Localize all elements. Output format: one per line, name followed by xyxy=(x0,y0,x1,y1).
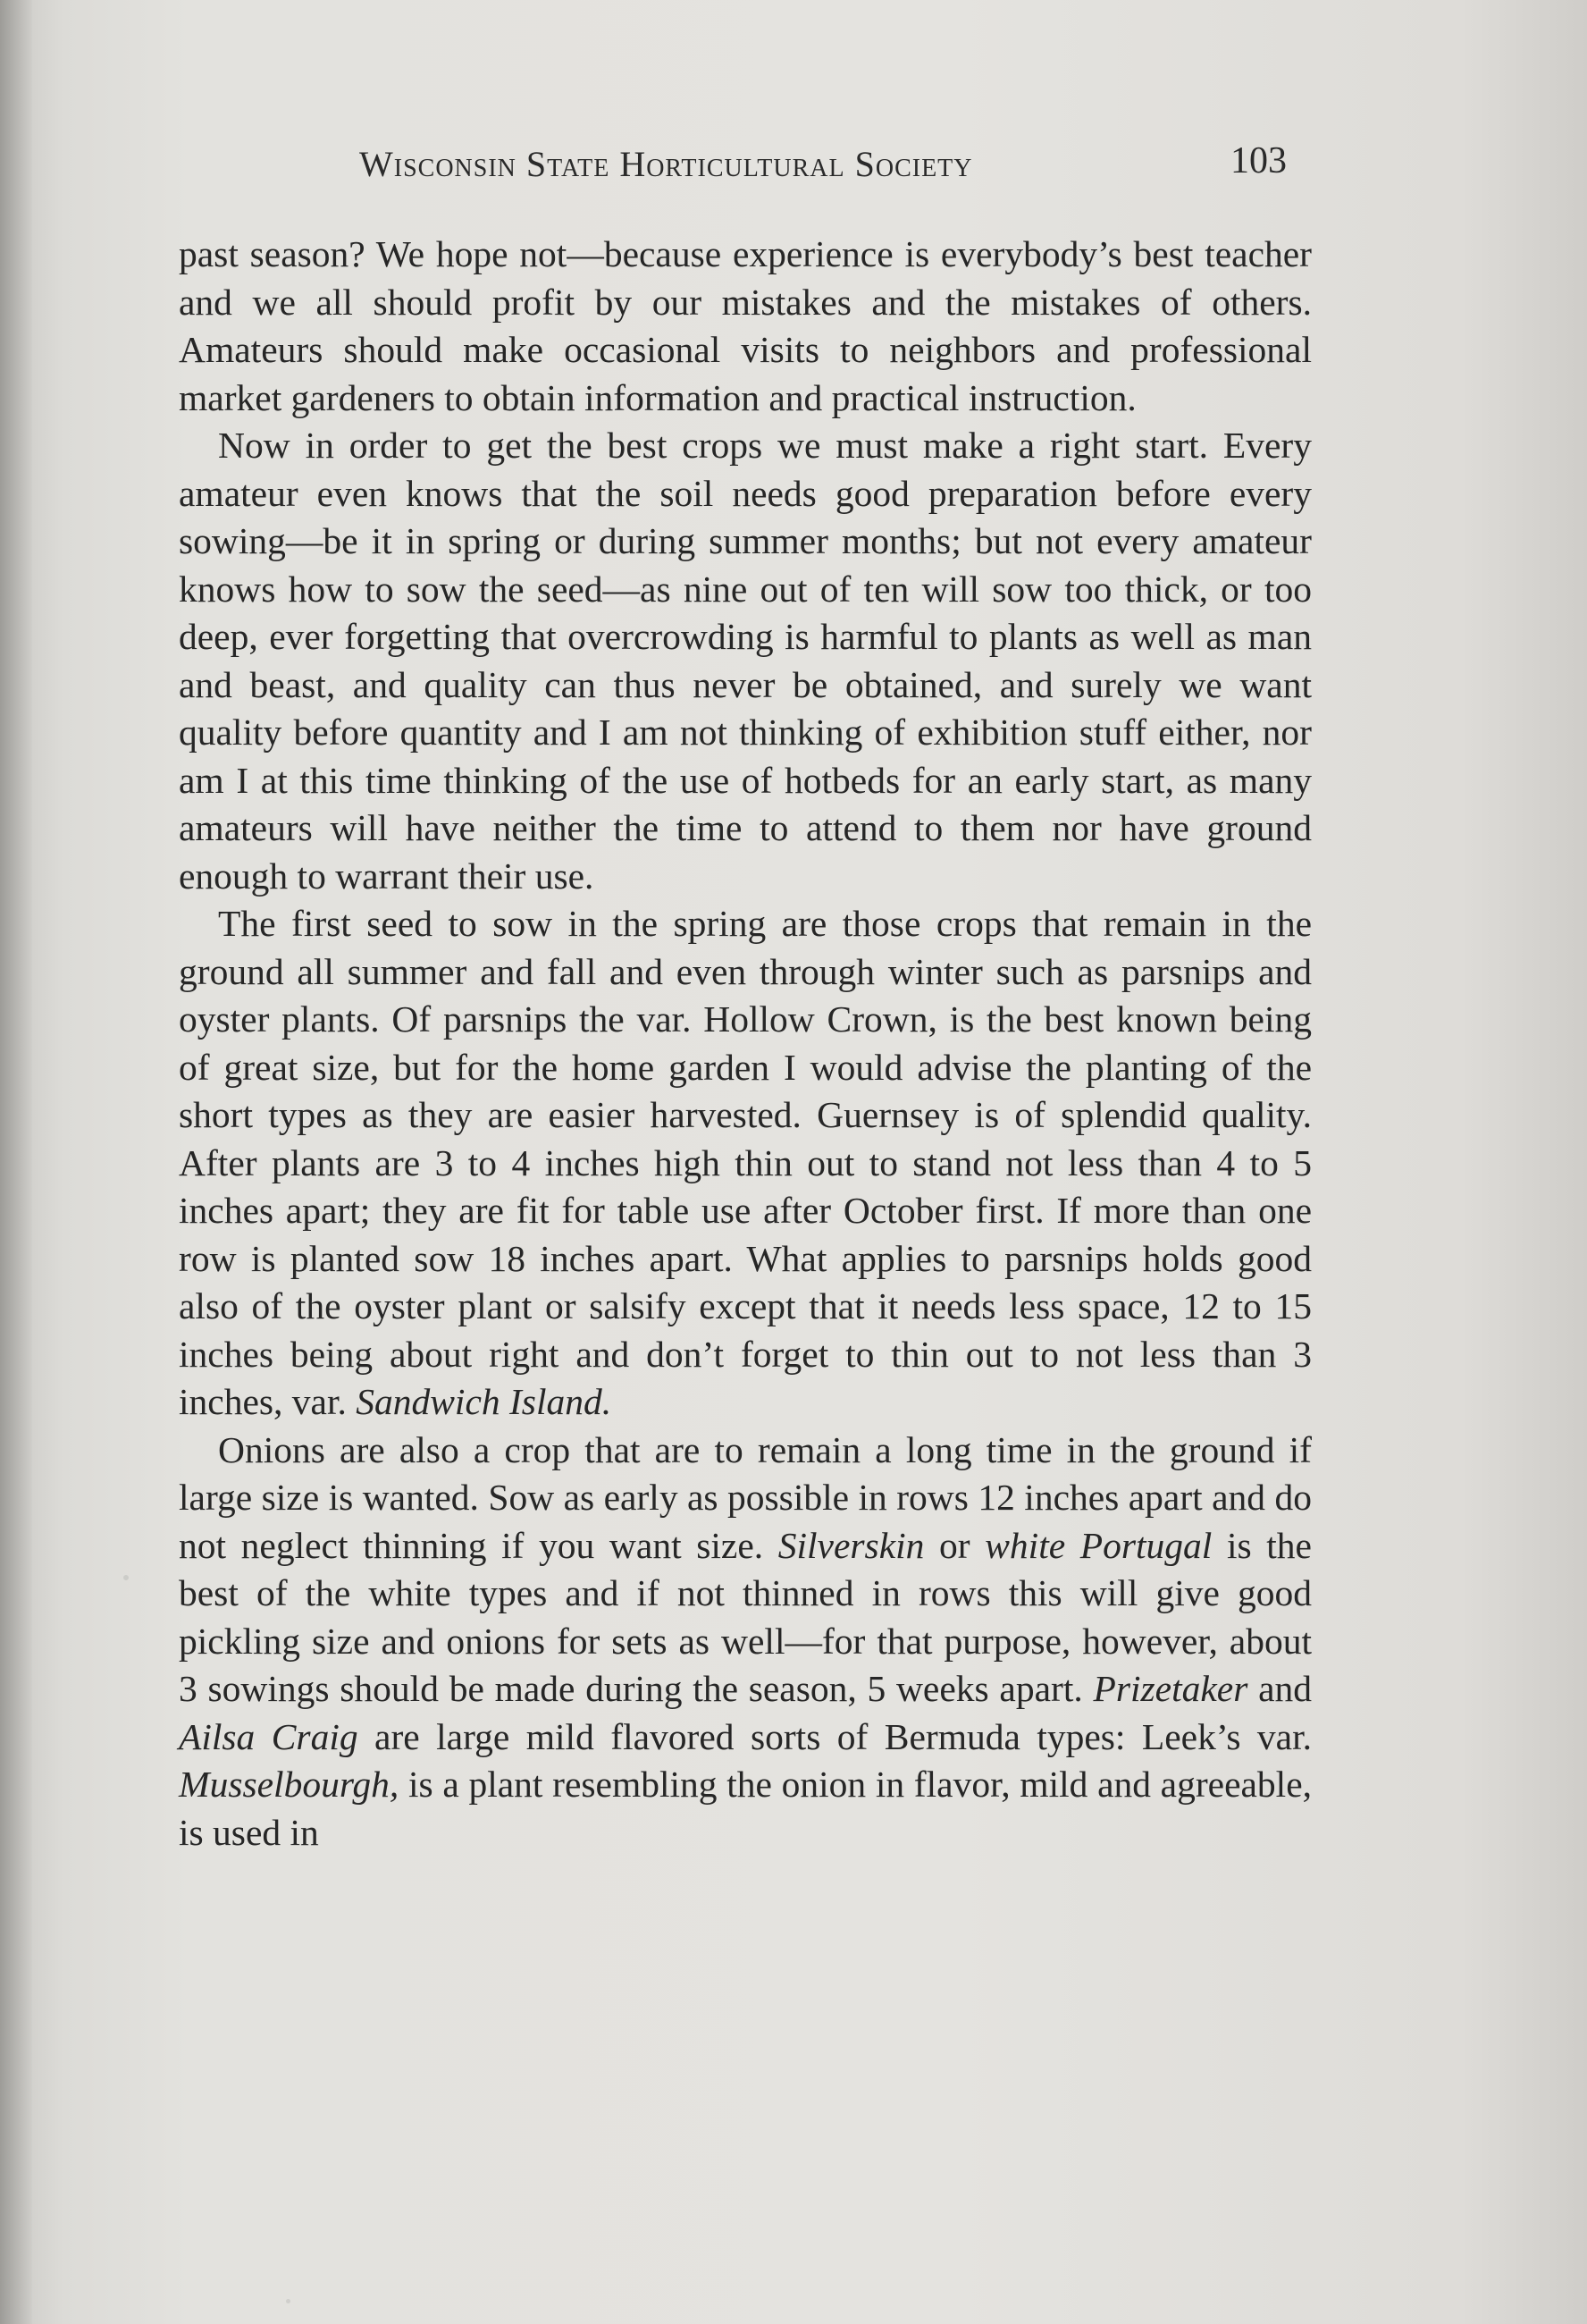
running-head: Wisconsin State Horticultural Society xyxy=(359,144,973,184)
text-run: is the best of the white types and if not thinned in rows this will give good pickling size and onions for sets as well—for that purpose, however, about 3 sowings should be made during the season, 5 weeks apart. xyxy=(179,1524,1312,1709)
paper-speck xyxy=(286,2299,290,2303)
paragraph xyxy=(179,231,1312,422)
variety-name: Musselbourgh, xyxy=(179,1764,399,1805)
text-run: Now in order to get the best crops we must make a right start. Every amateur even knows that the soil needs good preparation before every sowing—be it in spring or during summer months; but not every amateur knows how to sow the seed—as nine out of ten will sow too thick, or too deep, ever forgetting that overcrowding is harmful to plants as well as man and beast, and quality can thus never be obtained, and surely we want quality before quantity and I am not thinking of exhibition stuff either, nor am I at this time thinking of the use of hotbeds for an early start, as many amateurs will have neither the time to attend to them nor have ground enough to warrant their use. xyxy=(179,425,1312,897)
paragraph xyxy=(179,1427,1312,1857)
text-run: past season? We hope not—because experience is everybody’s best teacher and we all should profit by our mistakes and the mistakes of others. Amateurs should make occasional visits to neighbors and professional market gardeners to obtain information and practical instruction. xyxy=(179,233,1312,418)
text-run: or xyxy=(924,1524,986,1566)
variety-name: Sandwich Island. xyxy=(356,1381,612,1422)
text-run: are large mild flavored sorts of Bermuda types: Leek’s var. xyxy=(357,1715,1312,1757)
page-header xyxy=(348,136,1287,189)
variety-name: white Portugal xyxy=(985,1524,1213,1566)
page-number: 103 xyxy=(1230,140,1287,181)
paper-speck xyxy=(123,1575,129,1580)
variety-name: Ailsa Craig xyxy=(179,1715,358,1757)
paragraph xyxy=(179,900,1312,1427)
paragraph xyxy=(179,422,1312,900)
text-run: is a plant resembling the onion in flavor, mild and agreeable, is used in xyxy=(179,1764,1312,1853)
text-run: Onions are also a crop that are to remain a long time in the ground if large size is wanted. Sow as early as possible in rows 12 inches apart and do not neglect thinning if you want size. xyxy=(179,1428,1312,1566)
variety-name: Prizetaker xyxy=(1093,1668,1248,1709)
variety-name: Silverskin xyxy=(777,1524,925,1566)
body-text xyxy=(179,231,1312,1857)
text-run: and xyxy=(1247,1668,1313,1709)
text-run: The first seed to sow in the spring are those crops that remain in the ground all summer and fall and even through winter such as parsnips and oyster plants. Of parsnips the var. Hollow Crown, is the best known being of great size, but for the home garden I would advise the planting of the short types as they are easier harvested. Guernsey is of splendid quality. After plants are 3 to 4 inches high thin out to stand not less than 4 to 5 inches apart; they are fit for table use after October first. If more than one row is planted sow 18 inches apart. What applies to parsnips holds good also of the oyster plant or salsify except that it needs less space, 12 to 15 inches being about right and don’t forget to thin out to not less than 3 inches, var. xyxy=(179,903,1312,1422)
